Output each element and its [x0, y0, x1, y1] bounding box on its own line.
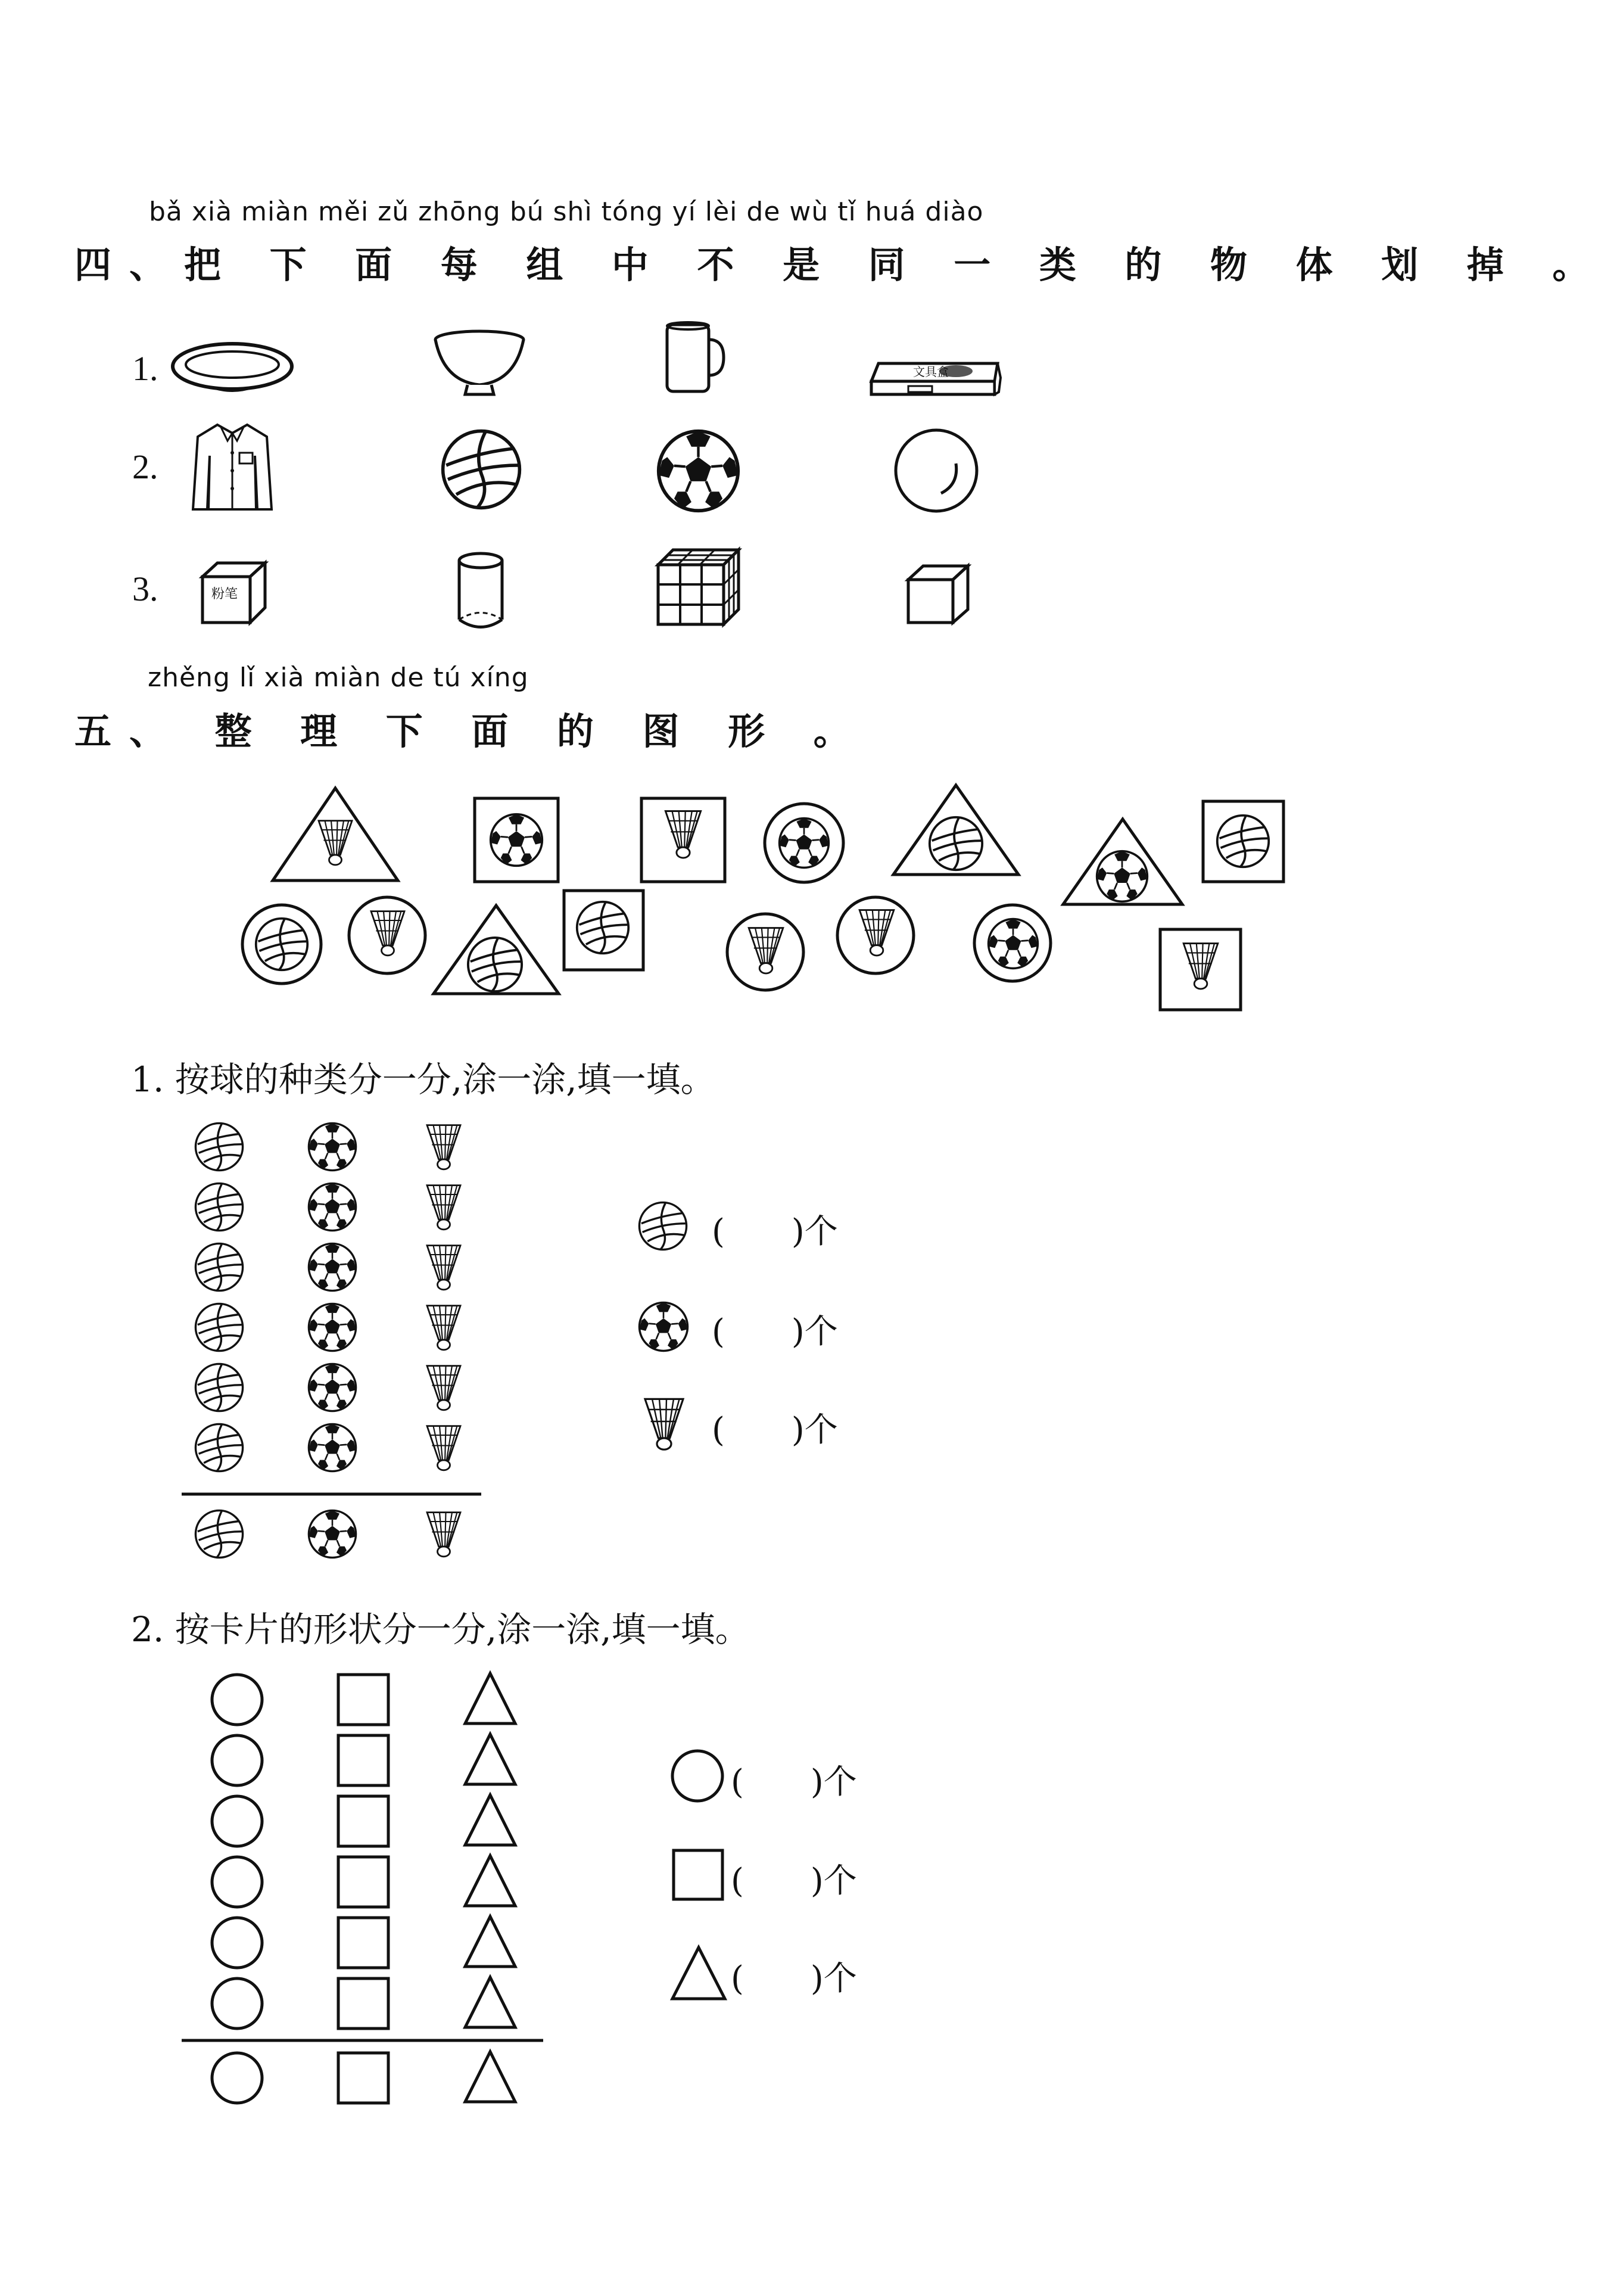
grid-square-icon [338, 1735, 388, 1785]
volleyball-icon [637, 1200, 688, 1252]
q2-answer-triangle [670, 1944, 920, 2003]
q2-answer-text[interactable]: ( )个 [731, 1862, 857, 1900]
grid-circle-icon [212, 1675, 262, 1725]
grid-triangle-icon [465, 1977, 515, 2027]
base-triangle-icon [465, 2052, 515, 2102]
q2-answer-circle [670, 1749, 920, 1808]
grid-square-icon [338, 1978, 388, 2029]
grid-circle-icon [212, 1796, 262, 1846]
q2-answer-text[interactable]: ( )个 [731, 1763, 857, 1802]
section5-pinyin: zhěng lǐ xià miàn de tú xíng [148, 662, 529, 693]
base-circle-icon [212, 2053, 262, 2103]
grid-triangle-icon [465, 1856, 515, 1906]
soccer-ball-icon [637, 1301, 690, 1353]
grid-square-icon [338, 1918, 388, 1968]
base-square-icon [338, 2053, 388, 2103]
square-icon [672, 1849, 724, 1901]
row1-label: 1. [132, 349, 158, 388]
q1-answer-text[interactable]: ( )个 [712, 1212, 838, 1251]
q2-answer-text[interactable]: ( )个 [731, 1959, 857, 1998]
q1-answer-shuttlecock [640, 1395, 890, 1455]
q1-prompt: 1. 按球的种类分一分,涂一涂,填一填。 [131, 1059, 715, 1100]
section4-title: 四、把 下 面 每 组 中 不 是 同 一 类 的 物 体 划 掉 。 [74, 243, 1607, 287]
shuttlecock-icon [640, 1395, 688, 1452]
pencil-box-text: 文具盒 [913, 365, 949, 379]
q1-answer-text[interactable]: ( )个 [712, 1312, 838, 1351]
q2-chart[interactable] [0, 0, 596, 2145]
grid-circle-icon [212, 1735, 262, 1785]
triangle-icon [670, 1944, 727, 2001]
grid-triangle-icon [465, 1673, 515, 1723]
grid-circle-icon [212, 1857, 262, 1907]
section5-title: 五、 整 理 下 面 的 图 形 。 [74, 710, 868, 753]
grid-triangle-icon [465, 1734, 515, 1784]
chalk-box-text: 粉笔 [211, 587, 238, 602]
grid-square-icon [338, 1796, 388, 1846]
row3-label: 3. [132, 570, 158, 608]
grid-square-icon [338, 1675, 388, 1725]
grid-square-icon [338, 1857, 388, 1907]
q2-prompt: 2. 按卡片的形状分一分,涂一涂,填一填。 [131, 1609, 750, 1650]
grid-triangle-icon [465, 1917, 515, 1967]
grid-circle-icon [212, 1918, 262, 1968]
q1-answer-text[interactable]: ( )个 [712, 1411, 838, 1449]
circle-icon [670, 1749, 725, 1803]
grid-triangle-icon [465, 1795, 515, 1845]
grid-circle-icon [212, 1978, 262, 2029]
q1-answer-volleyball [637, 1200, 887, 1254]
q1-answer-soccer [637, 1301, 887, 1354]
q2-answer-square [672, 1849, 922, 1908]
row2-label: 2. [132, 447, 158, 486]
section4-pinyin: bǎ xià miàn měi zǔ zhōng bú shì tóng yí lèi de wù tǐ huá diào [149, 197, 984, 227]
